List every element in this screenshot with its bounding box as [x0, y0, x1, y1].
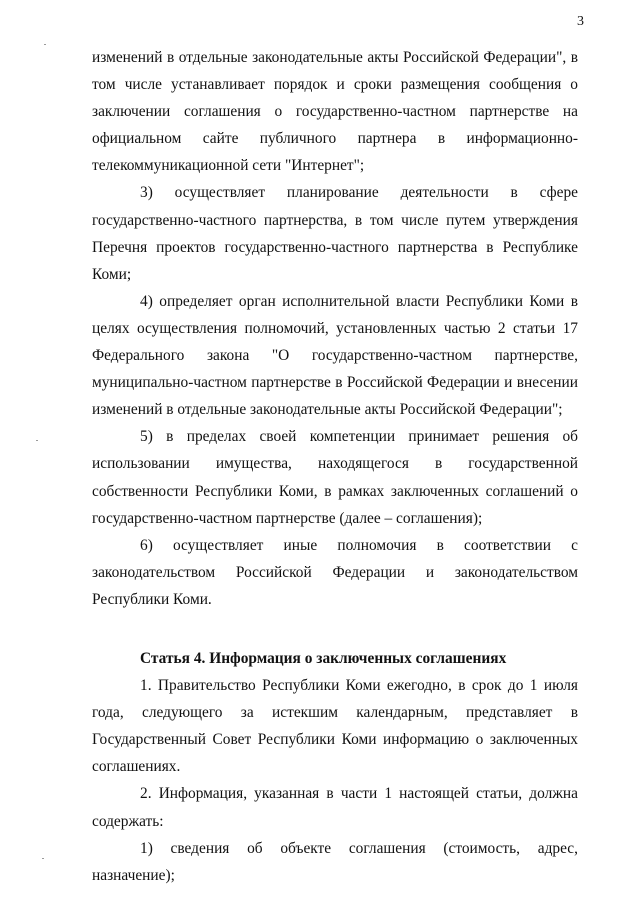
document-body: [92, 44, 578, 889]
article-paragraph-1: 1. Правительство Республики Коми ежегодно, в срок до 1 июля года, следующего за истекшим календарным, представляет в Государственный Совет Республики Коми информацию о заключенных соглашениях.: [92, 677, 578, 776]
article-paragraph-2: 2. Информация, указанная в части 1 настоящей статьи, должна содержать:: [92, 785, 578, 830]
paragraph-continuation: изменений в отдельные законодательные акты Российской Федерации", в том числе устанавливает порядок и сроки размещения сообщения о заключении соглашения о государственно-частном партнерстве на официальном сайте публичного партнера в информационно-телекоммуникационной сети "Интернет";: [92, 49, 578, 175]
paragraph-item-6: 6) осуществляет иные полномочия в соответствии с законодательством Российской Федерации и законодательством Республики Коми.: [92, 536, 578, 608]
article-heading: Статья 4. Информация о заключенных соглашениях: [140, 649, 507, 667]
scan-speck: [36, 440, 38, 441]
paragraph-item-4: 4) определяет орган исполнительной власти Республики Коми в целях осуществления полномочий, установленных частью 2 статьи 17 Федерального закона "О государственно-частном партнерстве, муниципально-частном партнерстве в Российской Федерации и внесении изменений в отдельные законодательные акты Российской Федерации";: [92, 292, 578, 419]
page-number: 3: [577, 14, 584, 29]
paragraph-item-5: 5) в пределах своей компетенции принимает решения об использовании имущества, находящегося в государственной собственности Республики Коми, в рамках заключенных соглашений о государственно-частном партнерстве (далее – соглашения);: [92, 428, 578, 527]
scan-speck: [42, 858, 44, 859]
article-subitem-1: 1) сведения об объекте соглашения (стоимость, адрес, назначение);: [92, 839, 578, 884]
paragraph-item-3: 3) осуществляет планирование деятельности в сфере государственно-частного партнерства, в том числе путем утверждения Перечня проектов государственно-частного партнерства в Республике Коми;: [92, 184, 578, 283]
scan-speck: [44, 44, 46, 45]
